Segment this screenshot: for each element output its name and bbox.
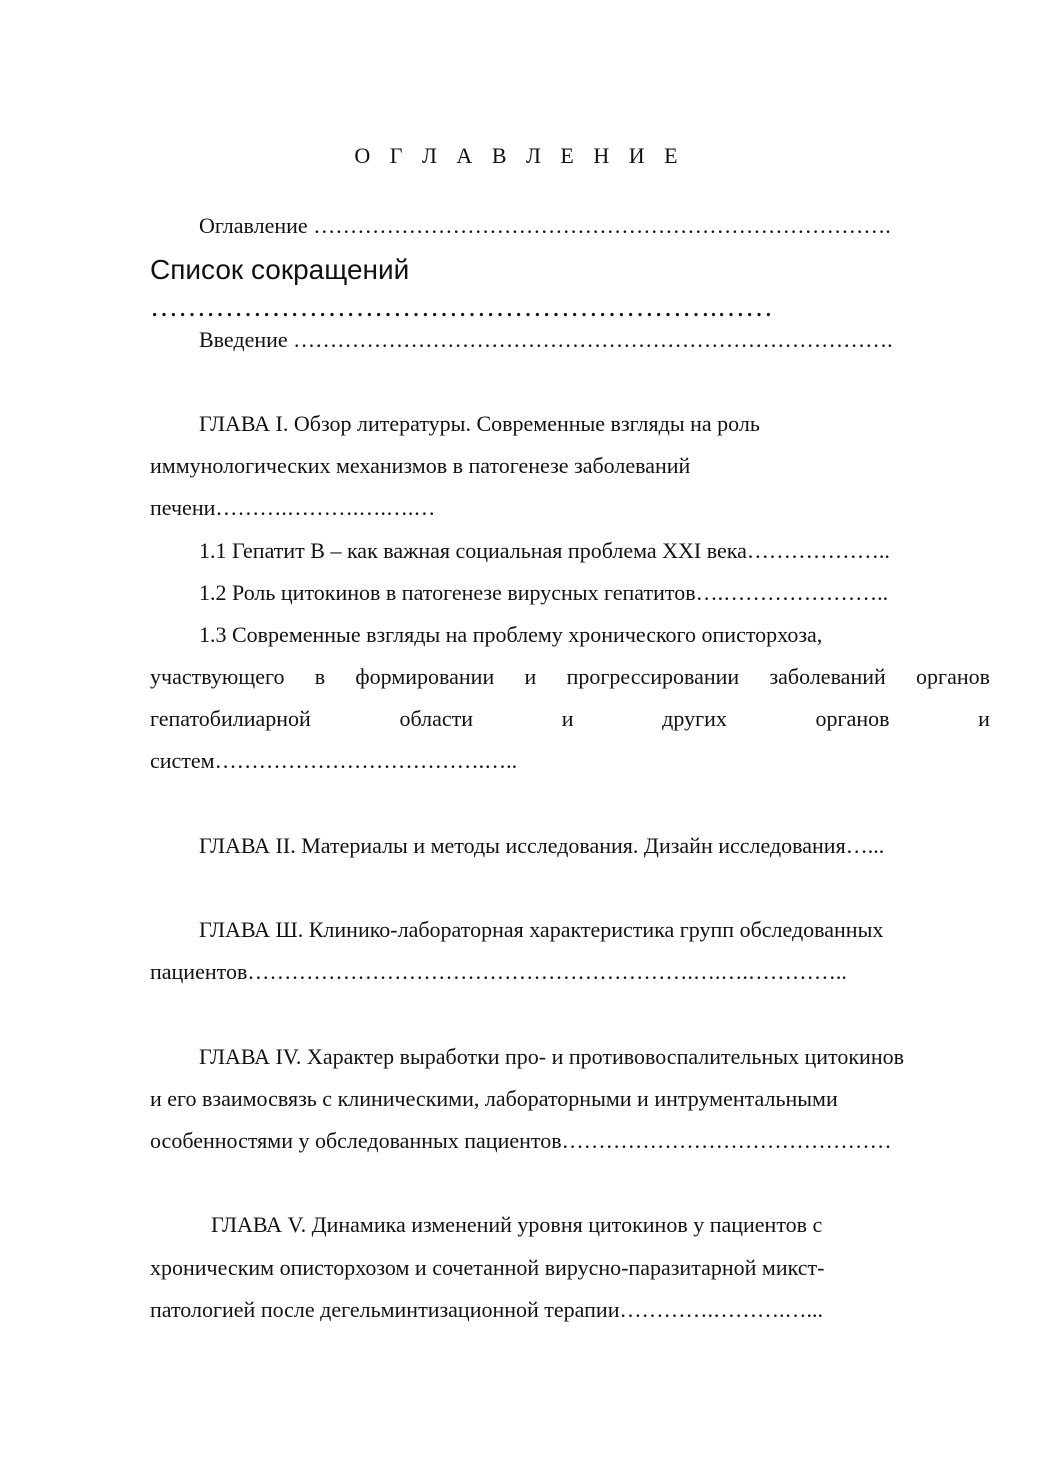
toc-entry-section-1-3-line-2-text: участвующего в формировании и прогрессировании заболеваний органов: [150, 664, 990, 689]
toc-entry-chapter-1-line-3: печени……….……….….….…: [150, 495, 436, 520]
toc-entry-section-1-1: 1.1 Гепатит В – как важная социальная проблема XXI века………………..: [199, 538, 890, 563]
toc-entry-abbreviations-dots: …………………………………………………….……: [150, 294, 773, 322]
toc-entry-contents: Оглавление …………………………………………………………………….: [199, 213, 891, 238]
justified-word: других: [662, 706, 727, 731]
justified-word: гепатобилиарной: [150, 706, 311, 731]
toc-entry-section-1-3-line-4: систем……………………………….…..: [150, 748, 518, 773]
toc-entry-chapter-2: ГЛАВА II. Материалы и методы исследования. Дизайн исследования…...: [199, 833, 885, 858]
toc-entry-abbreviations: Список сокращений: [150, 254, 410, 285]
toc-entry-section-1-3-line-3: [150, 705, 990, 733]
justified-word: области: [399, 706, 474, 731]
toc-entry-chapter-5-line-2: хроническим описторхозом и сочетанной вирусно-паразитарной микст-: [150, 1255, 825, 1280]
toc-entry-section-1-3-line-2: [150, 663, 990, 691]
toc-entry-chapter-4-line-1: ГЛАВА IV. Характер выработки про- и противовоспалительных цитокинов: [199, 1044, 904, 1069]
toc-entry-introduction: Введение ……………………………………………………………………….: [199, 327, 893, 352]
toc-entry-chapter-1-line-2: иммунологических механизмов в патогенезе заболеваний: [150, 453, 691, 478]
toc-entry-chapter-1-line-1: ГЛАВА I. Обзор литературы. Современные взгляды на роль: [199, 411, 760, 436]
toc-entry-section-1-2: 1.2 Роль цитокинов в патогенезе вирусных гепатитов….…………………..: [199, 580, 889, 605]
toc-entry-chapter-3-line-1: ГЛАВА Ш. Клинико-лабораторная характеристика групп обследованных: [199, 917, 884, 942]
justified-word: и: [978, 706, 990, 731]
page-title: О Г Л А В Л Е Н И Е: [354, 143, 685, 168]
toc-entry-chapter-4-line-3: особенностями у обследованных пациентов………………………………………: [150, 1128, 892, 1153]
toc-entry-chapter-5-line-3: патологией после дегельминтизационной терапии………….……….…...: [150, 1297, 823, 1322]
toc-entry-chapter-3-line-2: пациентов…………………………………………………….….….…………..: [150, 959, 847, 984]
toc-entry-section-1-3-line-1: 1.3 Современные взгляды на проблему хронического описторхоза,: [199, 622, 823, 647]
toc-entry-chapter-4-line-2: и его взаимосвязь с клиническими, лабораторными и интрументальными: [150, 1086, 838, 1111]
justified-word: и: [561, 706, 574, 731]
justified-word: органов: [815, 706, 890, 731]
toc-entry-chapter-5-line-1: ГЛАВА V. Динамика изменений уровня цитокинов у пациентов с: [211, 1212, 823, 1237]
